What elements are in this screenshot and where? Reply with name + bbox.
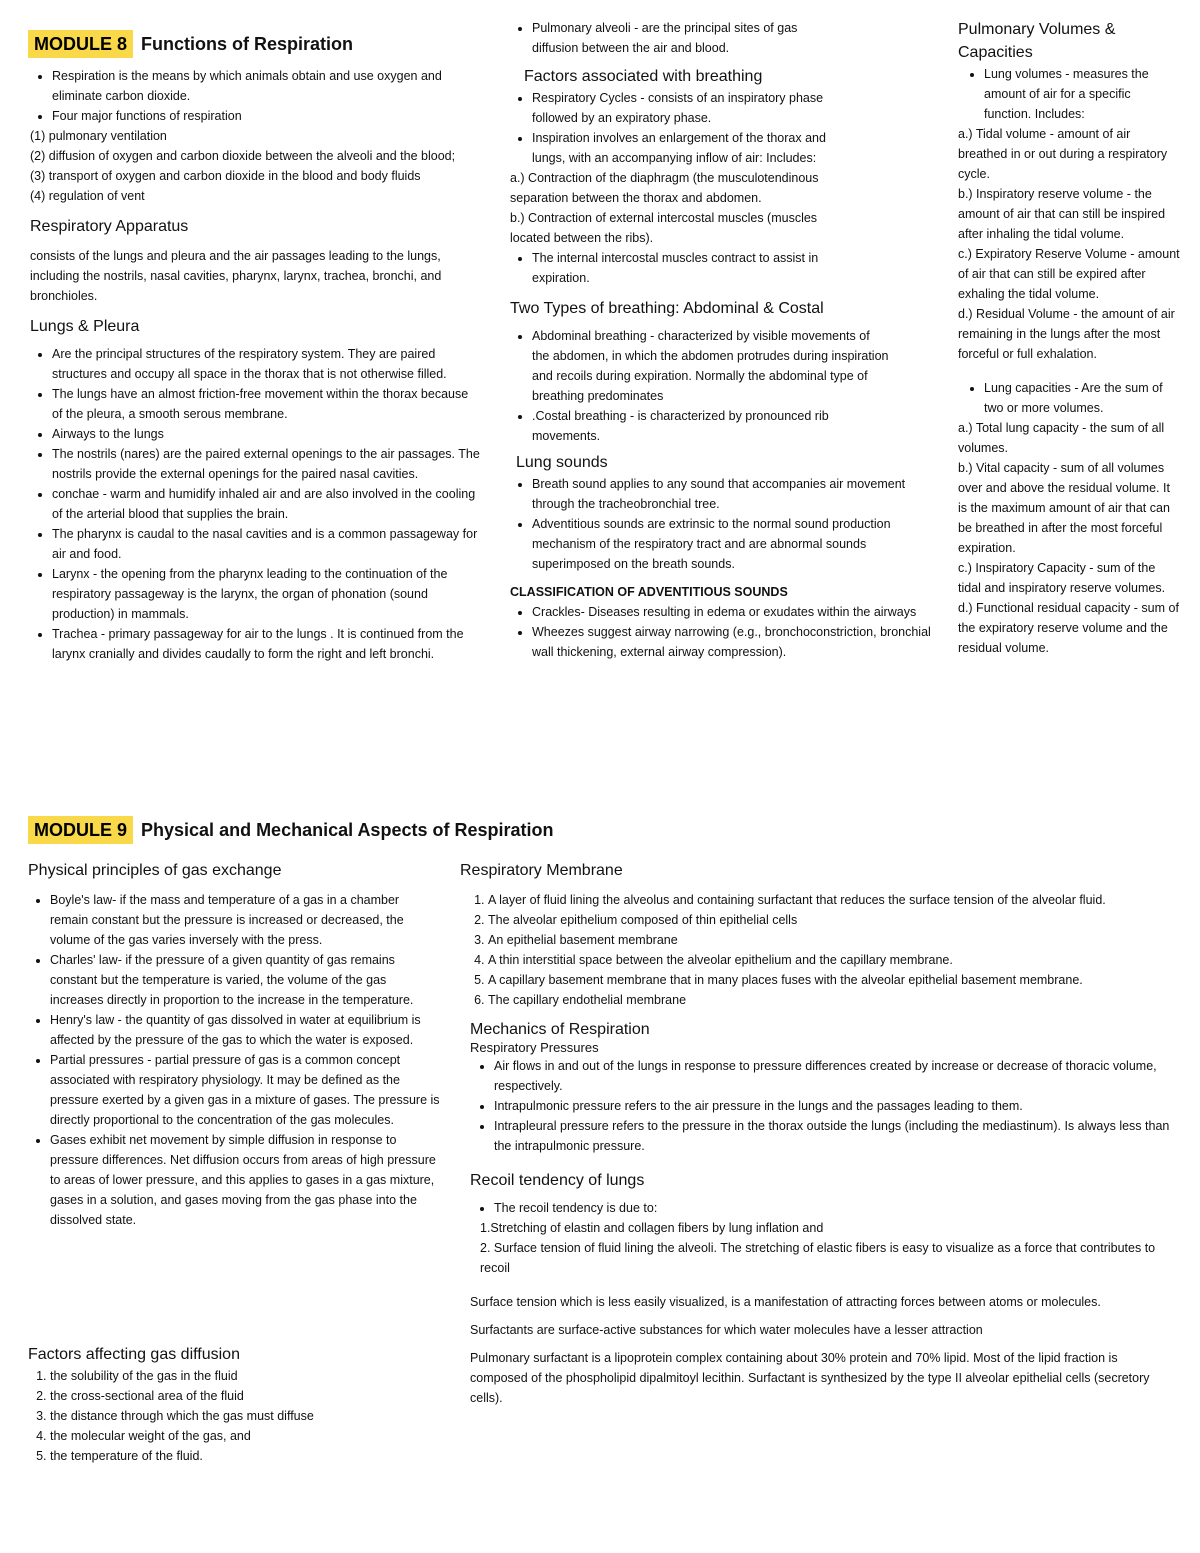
list-item: • Gases exhibit net movement by simple diffusion in response to pressure differences. Net diffusion occurs from areas of high pressure to areas of lower pressure, and this applies to gases in a gas mixture, gases in a solution, and gases moving from the gas phase into the dissolved state.	[50, 1130, 440, 1230]
list-item: • Lung volumes - measures the amount of air for a specific function. Includes:	[984, 64, 1180, 124]
factor-sub-line: a.) Contraction of the diaphragm (the musculotendinous separation between the thorax and abdomen.	[510, 171, 819, 205]
list-item: • Are the principal structures of the respiratory system. They are paired structures and occupy all space in the thorax that is not otherwise filled.	[52, 344, 480, 384]
list-item: • Inspiration involves an enlargement of the thorax and lungs, with an accompanying inflow of air: Includes:	[532, 128, 830, 168]
capacity-line: b.) Vital capacity - sum of all volumes over and above the residual volume. It is the maximum amount of air that can be breathed in after the most forceful expiration.	[958, 461, 1170, 555]
section-heading-lungs: Lungs & Pleura	[30, 318, 140, 335]
lungs-list	[30, 344, 480, 664]
list-item: 2. the cross-sectional area of the fluid	[50, 1386, 440, 1406]
function-line: (3) transport of oxygen and carbon dioxide in the blood and body fluids	[30, 169, 421, 183]
membrane-list	[460, 890, 1172, 1010]
list-item: • Four major functions of respiration	[52, 106, 480, 126]
list-item: • Respiratory Cycles - consists of an inspiratory phase followed by an expiratory phase.	[532, 88, 830, 128]
list-item: • Partial pressures - partial pressure of gas is a common concept associated with respiratory physiology. It may be defined as the pressure exerted by a given gas in a mixture of gases. The pressure is directly proportional to the concentration of the gas molecules.	[50, 1050, 440, 1130]
m9-column-2	[460, 860, 1172, 1408]
section-heading-lung-sounds: Lung sounds	[516, 454, 608, 471]
two-types-list	[510, 326, 940, 446]
factors-list	[510, 88, 940, 168]
list-item: • Boyle's law- if the mass and temperature of a gas in a chamber remain constant but the pressure is increased or decreased, the volume of the gas varies inversely with the press.	[50, 890, 440, 950]
section-heading-apparatus: Respiratory Apparatus	[30, 218, 189, 235]
list-item: • Trachea - primary passageway for air to the lungs . It is continued from the larynx cranially and divides caudally to form the right and left bronchi.	[52, 624, 480, 664]
list-item: • Airways to the lungs	[52, 424, 480, 444]
section-heading-volumes: Pulmonary Volumes & Capacities	[958, 21, 1116, 61]
volume-line: d.) Residual Volume - the amount of air remaining in the lungs after the most forceful or full exhalation.	[958, 307, 1175, 361]
volume-line: a.) Tidal volume - amount of air breathed in or out during a respiratory cycle.	[958, 127, 1168, 181]
section-heading-diffusion: Factors affecting gas diffusion	[28, 1346, 240, 1363]
capacity-line: c.) Inspiratory Capacity - sum of the tidal and inspiratory reserve volumes.	[958, 561, 1166, 595]
list-item: 5. A capillary basement membrane that in many places fuses with the alveolar epithelial basement membrane.	[488, 970, 1172, 990]
diffusion-list	[28, 1366, 440, 1466]
list-item: • Pulmonary alveoli - are the principal sites of gas diffusion between the air and blood.	[532, 18, 820, 58]
classification-list	[510, 602, 940, 662]
list-item: 1. A layer of fluid lining the alveolus and containing surfactant that reduces the surface tension of the alveolar fluid.	[488, 890, 1172, 910]
list-item: • Wheezes suggest airway narrowing (e.g., bronchoconstriction, bronchial wall thickening, external airway compression).	[532, 622, 940, 662]
m8-column-2	[510, 18, 940, 662]
list-item: • The recoil tendency is due to:	[494, 1198, 1172, 1218]
section-heading-physical: Physical principles of gas exchange	[28, 862, 282, 879]
section-heading-mechanics: Mechanics of Respiration	[470, 1021, 650, 1038]
capacities-bullet-list	[958, 378, 1180, 418]
pulmonary-surfactant-paragraph: Pulmonary surfactant is a lipoprotein complex containing about 30% protein and 70% lipid. Most of the lipid fraction is composed of the phospholipid dipalmitoyl lecithin. Surfactant is synthesized by the type II alveolar epithelial cells (secretory cells).	[470, 1351, 1150, 1405]
factor-sub-line: b.) Contraction of external intercostal muscles (muscles located between the ribs).	[510, 211, 818, 245]
list-item: • Henry's law - the quantity of gas dissolved in water at equilibrium is affected by the pressure of the gas to which the water is exposed.	[50, 1010, 440, 1050]
capacity-line: a.) Total lung capacity - the sum of all volumes.	[958, 421, 1165, 455]
list-item: • The internal intercostal muscles contract to assist in expiration.	[532, 248, 830, 288]
recoil-line: 2. Surface tension of fluid lining the alveoli. The stretching of elastic fibers is easy to visualize as a force that contributes to recoil	[480, 1241, 1156, 1275]
list-item: 4. A thin interstitial space between the alveolar epithelium and the capillary membrane.	[488, 950, 1172, 970]
list-item: • Abdominal breathing - characterized by visible movements of the abdomen, in which the abdomen protrudes during inspiration and recoils during expiration. Normally the abdominal type of breathing predominates	[532, 326, 890, 406]
mechanics-list	[460, 1056, 1172, 1156]
function-line: (4) regulation of vent	[30, 189, 145, 203]
section-heading-membrane: Respiratory Membrane	[460, 862, 623, 879]
list-item: • Intrapulmonic pressure refers to the air pressure in the lungs and the passages leading to them.	[494, 1096, 1172, 1116]
list-item: • Crackles- Diseases resulting in edema or exudates within the airways	[532, 602, 940, 622]
volumes-bullet-list	[958, 64, 1180, 124]
function-line: (2) diffusion of oxygen and carbon dioxide between the alveoli and the blood;	[30, 149, 456, 163]
capacity-line: d.) Functional residual capacity - sum of the expiratory reserve volume and the residual volume.	[958, 601, 1179, 655]
m8-column-1	[30, 66, 480, 664]
list-item: • Adventitious sounds are extrinsic to the normal sound production mechanism of the respiratory tract and are abnormal sounds superimposed on the breath sounds.	[532, 514, 940, 574]
list-item: • Respiration is the means by which animals obtain and use oxygen and eliminate carbon dioxide.	[52, 66, 480, 106]
module-9-title: Physical and Mechanical Aspects of Respiration	[141, 820, 554, 840]
list-item: • conchae - warm and humidify inhaled air and are also involved in the cooling of the arterial blood that supplies the brain.	[52, 484, 480, 524]
volume-line: b.) Inspiratory reserve volume - the amount of air that can still be inspired after inhaling the tidal volume.	[958, 187, 1166, 241]
volume-line: c.) Expiratory Reserve Volume - amount of air that can still be expired after exhaling the tidal volume.	[958, 247, 1180, 301]
list-item: • .Costal breathing - is characterized by pronounced rib movements.	[532, 406, 890, 446]
list-item: 4. the molecular weight of the gas, and	[50, 1426, 440, 1446]
module-8-header	[28, 30, 353, 58]
recoil-line: 1.Stretching of elastin and collagen fibers by lung inflation and	[480, 1221, 824, 1235]
list-item: 1. the solubility of the gas in the fluid	[50, 1366, 440, 1386]
recoil-list	[460, 1198, 1172, 1218]
list-item: • Larynx - the opening from the pharynx leading to the continuation of the respiratory passageway is the larynx, the organ of phonation (sound production) in mammals.	[52, 564, 480, 624]
list-item: • The nostrils (nares) are the paired external openings to the air passages. The nostrils provide the external openings for the paired nasal cavities.	[52, 444, 480, 484]
physical-list	[28, 890, 440, 1230]
list-item: • Air flows in and out of the lungs in response to pressure differences created by increase or decrease of thoracic volume, respectively.	[494, 1056, 1172, 1096]
m8-column-3	[958, 18, 1180, 658]
list-item: • Intrapleural pressure refers to the pressure in the thorax outside the lungs (including the mediastinum). Is always less than the intrapulmonic pressure.	[494, 1116, 1172, 1156]
list-item: 2. The alveolar epithelium composed of thin epithelial cells	[488, 910, 1172, 930]
apparatus-text: consists of the lungs and pleura and the air passages leading to the lungs, including the nostrils, nasal cavities, pharynx, larynx, trachea, bronchi, and bronchioles.	[30, 249, 442, 303]
list-item: • Lung capacities - Are the sum of two or more volumes.	[984, 378, 1180, 418]
factors-last-list	[510, 248, 940, 288]
m9-diffusion-section	[28, 1344, 440, 1466]
surface-tension-paragraph: Surface tension which is less easily visualized, is a manifestation of attracting forces between atoms or molecules.	[470, 1295, 1101, 1309]
m9-column-1	[28, 860, 440, 1230]
function-line: (1) pulmonary ventilation	[30, 129, 167, 143]
section-heading-two-types: Two Types of breathing: Abdominal & Costal	[510, 300, 824, 317]
list-item: • Breath sound applies to any sound that accompanies air movement through the tracheobronchial tree.	[532, 474, 940, 514]
mechanics-subheading: Respiratory Pressures	[470, 1040, 599, 1055]
list-item: 5. the temperature of the fluid.	[50, 1446, 440, 1466]
list-item: 6. The capillary endothelial membrane	[488, 990, 1172, 1010]
module-9-badge: MODULE 9	[28, 816, 133, 844]
classification-heading: CLASSIFICATION OF ADVENTITIOUS SOUNDS	[510, 585, 788, 599]
m8-intro-list	[30, 66, 480, 126]
list-item: • The lungs have an almost friction-free movement within the thorax because of the pleura, a smooth serous membrane.	[52, 384, 480, 424]
lung-sounds-list	[510, 474, 940, 574]
section-heading-recoil: Recoil tendency of lungs	[470, 1172, 645, 1189]
alveoli-list	[510, 18, 940, 58]
surfactants-paragraph: Surfactants are surface-active substances for which water molecules have a lesser attraction	[470, 1323, 983, 1337]
list-item: • Charles' law- if the pressure of a given quantity of gas remains constant but the temperature is varied, the volume of the gas increases directly in proportion to the increase in the temperature.	[50, 950, 440, 1010]
module-9-header	[28, 816, 553, 844]
list-item: 3. An epithelial basement membrane	[488, 930, 1172, 950]
list-item: 3. the distance through which the gas must diffuse	[50, 1406, 440, 1426]
module-8-badge: MODULE 8	[28, 30, 133, 58]
list-item: • The pharynx is caudal to the nasal cavities and is a common passageway for air and food.	[52, 524, 480, 564]
section-heading-factors: Factors associated with breathing	[524, 68, 763, 85]
module-8-title: Functions of Respiration	[141, 34, 354, 54]
